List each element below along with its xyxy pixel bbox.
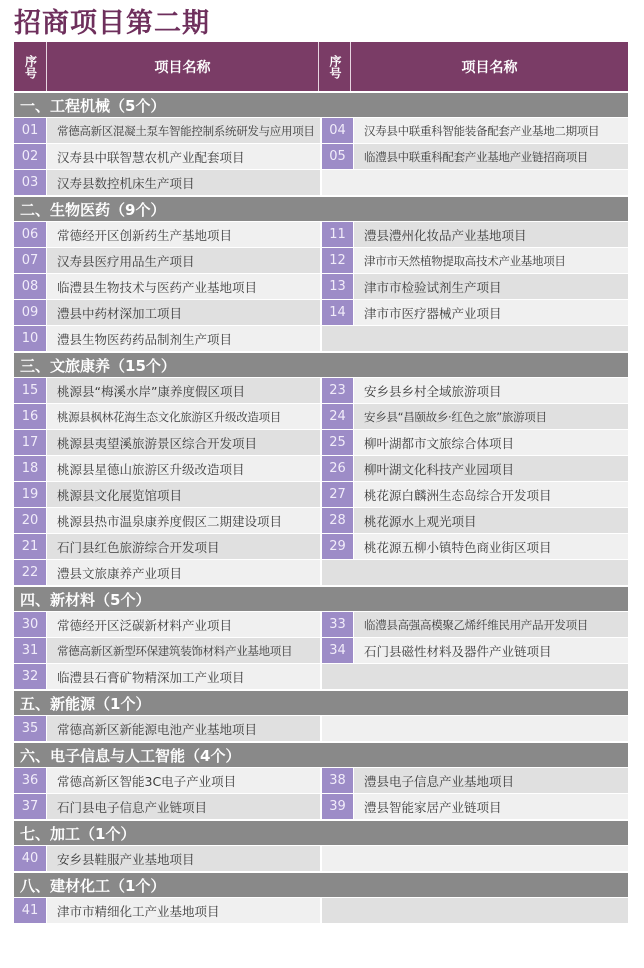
project-cell-right	[320, 144, 628, 169]
table-row	[14, 507, 628, 533]
project-name	[322, 664, 628, 689]
project-cell-right	[320, 560, 628, 585]
project-number: 23	[322, 378, 354, 403]
project-name	[322, 560, 628, 585]
table-row	[14, 429, 628, 455]
project-number: 20	[14, 508, 47, 533]
project-name: 桃花源水上观光项目	[354, 508, 628, 533]
project-number: 10	[14, 326, 47, 351]
table-row	[14, 663, 628, 689]
table-row	[14, 533, 628, 559]
project-name: 桃花源五柳小镇特色商业街区项目	[354, 534, 628, 559]
table-row	[14, 559, 628, 585]
project-cell-right	[320, 898, 628, 923]
project-name: 常德高新区新能源电池产业基地项目	[47, 716, 320, 741]
project-cell-right	[320, 300, 628, 325]
project-cell-left	[14, 508, 320, 533]
table-row	[14, 767, 628, 793]
project-name: 津市市医疗器械产业项目	[354, 300, 628, 325]
project-name: 临澧县生物技术与医药产业基地项目	[47, 274, 320, 299]
project-number: 27	[322, 482, 354, 507]
table-row	[14, 845, 628, 871]
project-number: 15	[14, 378, 47, 403]
project-number: 18	[14, 456, 47, 481]
project-name: 汉寿县数控机床生产项目	[47, 170, 320, 195]
project-number: 11	[322, 222, 354, 247]
project-number: 17	[14, 430, 47, 455]
project-number: 25	[322, 430, 354, 455]
project-cell-right	[320, 430, 628, 455]
project-cell-left	[14, 482, 320, 507]
project-number: 05	[322, 144, 354, 169]
project-number: 13	[322, 274, 354, 299]
project-cell-left	[14, 846, 320, 871]
category-header: 三、文旅康养（15个）	[14, 351, 628, 377]
project-name: 柳叶湖文化科技产业园项目	[354, 456, 628, 481]
project-name	[322, 716, 628, 741]
project-cell-left	[14, 144, 320, 169]
table-row	[14, 481, 628, 507]
project-number: 14	[322, 300, 354, 325]
project-name: 澧县中药材深加工项目	[47, 300, 320, 325]
project-cell-right	[320, 170, 628, 195]
project-name	[322, 170, 628, 195]
project-cell-left	[14, 378, 320, 403]
project-cell-left	[14, 534, 320, 559]
project-cell-left	[14, 248, 320, 273]
table-row	[14, 377, 628, 403]
project-cell-right	[320, 248, 628, 273]
project-name: 澧县生物医药药品制剂生产项目	[47, 326, 320, 351]
project-cell-right	[320, 404, 628, 429]
project-number: 21	[14, 534, 47, 559]
project-number: 31	[14, 638, 47, 663]
table-row	[14, 637, 628, 663]
project-cell-right	[320, 118, 628, 143]
project-cell-right	[320, 274, 628, 299]
project-name: 桃源县枫林花海生态文化旅游区升级改造项目	[47, 404, 320, 429]
project-name: 常德高新区混凝土泵车智能控制系统研发与应用项目	[47, 118, 320, 143]
project-number: 34	[322, 638, 354, 663]
project-cell-left	[14, 638, 320, 663]
project-cell-right	[320, 664, 628, 689]
project-name	[322, 898, 628, 923]
project-name: 临澧县中联重科配套产业基地产业链招商项目	[354, 144, 628, 169]
project-cell-left	[14, 612, 320, 637]
project-number: 35	[14, 716, 47, 741]
project-name: 临澧县高强高模聚乙烯纤维民用产品开发项目	[354, 612, 628, 637]
project-number: 41	[14, 898, 47, 923]
project-number: 40	[14, 846, 47, 871]
project-cell-left	[14, 222, 320, 247]
table-header	[14, 42, 628, 91]
header-seq-right: 序号	[319, 42, 351, 91]
table-row	[14, 169, 628, 195]
project-cell-left	[14, 326, 320, 351]
project-cell-right	[320, 768, 628, 793]
project-number: 28	[322, 508, 354, 533]
header-name-left: 项目名称	[47, 42, 319, 91]
project-name: 汉寿县中联智慧农机产业配套项目	[47, 144, 320, 169]
project-cell-right	[320, 456, 628, 481]
project-number: 03	[14, 170, 47, 195]
project-name: 桃源县文化展览馆项目	[47, 482, 320, 507]
project-number: 01	[14, 118, 47, 143]
category-header: 六、电子信息与人工智能（4个）	[14, 741, 628, 767]
project-name	[322, 846, 628, 871]
table-row	[14, 247, 628, 273]
project-number: 04	[322, 118, 354, 143]
project-number: 33	[322, 612, 354, 637]
project-name: 津市市检验试剂生产项目	[354, 274, 628, 299]
table-row	[14, 325, 628, 351]
project-table	[14, 42, 628, 923]
project-cell-left	[14, 716, 320, 741]
table-row	[14, 403, 628, 429]
category-header: 二、生物医药（9个）	[14, 195, 628, 221]
project-number: 24	[322, 404, 354, 429]
project-number: 09	[14, 300, 47, 325]
project-number: 39	[322, 794, 354, 819]
project-name: 常德经开区创新药生产基地项目	[47, 222, 320, 247]
project-cell-left	[14, 898, 320, 923]
project-name: 安乡县乡村全域旅游项目	[354, 378, 628, 403]
project-name: 桃源县热市温泉康养度假区二期建设项目	[47, 508, 320, 533]
project-name: 澧县文旅康养产业项目	[47, 560, 320, 585]
project-name: 常德高新区新型环保建筑装饰材料产业基地项目	[47, 638, 320, 663]
project-number: 26	[322, 456, 354, 481]
project-cell-left	[14, 118, 320, 143]
table-row	[14, 273, 628, 299]
project-name	[322, 326, 628, 351]
page-title: 招商项目第二期	[14, 8, 210, 39]
project-number: 07	[14, 248, 47, 273]
project-cell-left	[14, 170, 320, 195]
table-row	[14, 299, 628, 325]
project-number: 36	[14, 768, 47, 793]
project-cell-left	[14, 768, 320, 793]
table-row	[14, 897, 628, 923]
project-number: 29	[322, 534, 354, 559]
project-cell-right	[320, 638, 628, 663]
category-header: 四、新材料（5个）	[14, 585, 628, 611]
project-cell-left	[14, 664, 320, 689]
project-cell-right	[320, 326, 628, 351]
category-header: 八、建材化工（1个）	[14, 871, 628, 897]
project-name: 常德高新区智能3C电子产业项目	[47, 768, 320, 793]
project-cell-right	[320, 222, 628, 247]
project-name: 汉寿县中联重科智能装备配套产业基地二期项目	[354, 118, 628, 143]
project-cell-right	[320, 534, 628, 559]
table-row	[14, 715, 628, 741]
project-name: 澧县澧州化妆品产业基地项目	[354, 222, 628, 247]
category-header: 一、工程机械（5个）	[14, 91, 628, 117]
project-number: 12	[322, 248, 354, 273]
project-name: 石门县磁性材料及器件产业链项目	[354, 638, 628, 663]
project-cell-right	[320, 846, 628, 871]
project-name: 安乡县鞋服产业基地项目	[47, 846, 320, 871]
header-name-right: 项目名称	[461, 59, 518, 76]
project-number: 06	[14, 222, 47, 247]
project-number: 30	[14, 612, 47, 637]
project-name: 汉寿县医疗用品生产项目	[47, 248, 320, 273]
project-number: 32	[14, 664, 47, 689]
project-name: 桃花源白麟洲生态岛综合开发项目	[354, 482, 628, 507]
project-name: 柳叶湖都市文旅综合体项目	[354, 430, 628, 455]
project-name: 安乡县“昌颐故乡·红色之旅”旅游项目	[354, 404, 628, 429]
project-cell-left	[14, 404, 320, 429]
project-cell-right	[320, 794, 628, 819]
project-number: 38	[322, 768, 354, 793]
table-body	[14, 91, 628, 923]
table-row	[14, 793, 628, 819]
project-name: 常德经开区泛碳新材料产业项目	[47, 612, 320, 637]
table-row	[14, 221, 628, 247]
table-row	[14, 455, 628, 481]
project-name: 津市市精细化工产业基地项目	[47, 898, 320, 923]
table-row	[14, 611, 628, 637]
project-name: 津市市天然植物提取高技术产业基地项目	[354, 248, 628, 273]
project-number: 19	[14, 482, 47, 507]
project-cell-right	[320, 612, 628, 637]
project-number: 08	[14, 274, 47, 299]
table-row	[14, 143, 628, 169]
project-cell-left	[14, 794, 320, 819]
project-number: 16	[14, 404, 47, 429]
category-header: 五、新能源（1个）	[14, 689, 628, 715]
project-cell-right	[320, 378, 628, 403]
project-name: 桃源县“梅溪水岸”康养度假区项目	[47, 378, 320, 403]
project-name: 澧县智能家居产业链项目	[354, 794, 628, 819]
project-cell-left	[14, 456, 320, 481]
project-name: 石门县红色旅游综合开发项目	[47, 534, 320, 559]
project-name: 澧县电子信息产业基地项目	[354, 768, 628, 793]
project-cell-right	[320, 716, 628, 741]
project-name: 桃源县星德山旅游区升级改造项目	[47, 456, 320, 481]
project-number: 37	[14, 794, 47, 819]
category-header: 七、加工（1个）	[14, 819, 628, 845]
project-cell-left	[14, 430, 320, 455]
project-name: 临澧县石膏矿物精深加工产业项目	[47, 664, 320, 689]
project-cell-left	[14, 560, 320, 585]
project-name: 桃源县夷望溪旅游景区综合开发项目	[47, 430, 320, 455]
project-cell-left	[14, 274, 320, 299]
project-cell-right	[320, 482, 628, 507]
project-number: 02	[14, 144, 47, 169]
project-cell-right	[320, 508, 628, 533]
header-seq-left: 序号	[14, 42, 47, 91]
project-number: 22	[14, 560, 47, 585]
project-cell-left	[14, 300, 320, 325]
table-row	[14, 117, 628, 143]
project-name: 石门县电子信息产业链项目	[47, 794, 320, 819]
